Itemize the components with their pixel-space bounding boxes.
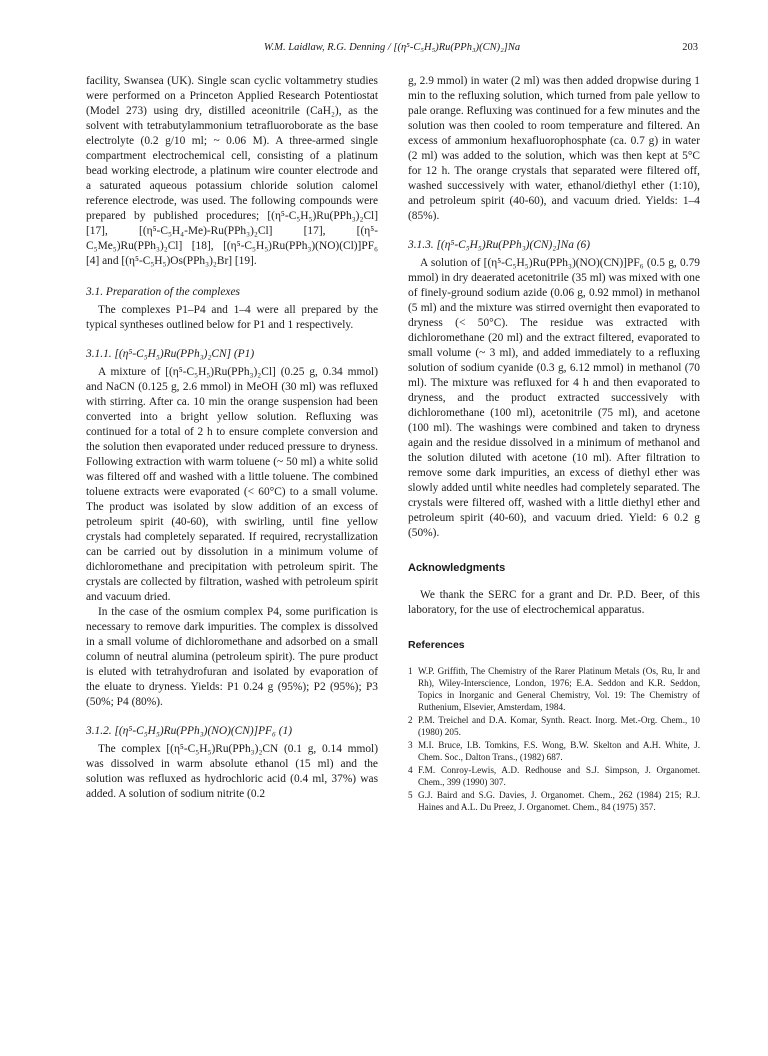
section-3-1-1-title: 3.1.1. [(η⁵-C₅H₅)Ru(PPh₃)₂CN] (P1) xyxy=(86,348,255,360)
section-3-1-3-paragraph: A solution of [(η⁵-C₅H₅)Ru(PPh₃)(NO)(CN)]PF₆ (0.5 g, 0.79 mmol) in dry deaerated acetonitrile (35 ml) was mixed with one of finely-ground sodium azide (0.06 g, 0.92 mmol) in methanol (5 ml) and the mixture was stirred overnight then evaporated to dryness (< 50°C). The residue was extracted with dichloromethane (20 ml) and the extract filtered, evaporated to small volume (~ 3 ml), and added immediately to a refluxing solution of sodium cyanide (0.3 g, 6.12 mmol) in methanol (70 ml). The mixture was refluxed for 4 h and then evaporated to dryness, and the product extracted successively with dichloromethane (100 ml), acetonitrile (75 ml), and acetone (100 ml). The washings were combined and taken to dryness again and the residue dissolved in a minimum of methanol and the solution diluted with acetone (10 ml). After filtration to remove some dark impurities, an excess of diethyl ether was slowly added until white needles had completely separated. The crystals were filtered off, washed with a little diethyl ether and petroleum spirit (40-60), and vacuum dried. Yield: 6 0.2 g (50%). xyxy=(408,257,700,539)
section-3-1-title: 3.1. Preparation of the complexes xyxy=(86,286,240,298)
reference-text: G.J. Baird and S.G. Davies, J. Organomet. Chem., 262 (1984) 215; R.J. Haines and A.L. Du Preez, J. Organomet. Chem., 84 (1975) 357. xyxy=(418,790,700,812)
intro-paragraph: facility, Swansea (UK). Single scan cyclic voltammetry studies were performed on a Princeton Applied Research Potentiostat (Model 273) using dry, distilled aceonitrile (CaH₂), as the solvent with tetrabutylammonium tetrafluoroborate as the base electrolyte (0.2 g/10 ml; ~ 0.06 M). A three-armed single compartment electrochemical cell, consisting of a platinum bead working electrode, a platinum wire counter electrode and a saturated aqueous potassium chloride solution calomel reference electrode, was used. The following compounds were prepared by published procedures; [(η⁵-C₅H₅)Ru(PPh₃)₂Cl] [17], [(η⁵-C₅H₄-Me)-Ru(PPh₃)₂Cl] [17], [(η⁵-C₅Me₅)Ru(PPh₃)₂Cl] [18], [(η⁵-C₅H₅)Ru(PPh₃)(NO)(Cl)]PF₆ [4] and [(η⁵-C₅H₅)Os(PPh₃)₂Br] [19]. xyxy=(86,75,378,267)
page-number: 203 xyxy=(682,42,698,53)
section-3-1-2-title: 3.1.2. [(η⁵-C₅H₅)Ru(PPh₃)(NO)(CN)]PF₆ (1) xyxy=(86,725,293,737)
reference-text: P.M. Treichel and D.A. Komar, Synth. React. Inorg. Met.-Org. Chem., 10 (1980) 205. xyxy=(418,715,700,737)
section-3-1-3-title: 3.1.3. [(η⁵-C₅H₅)Ru(PPh₃)(CN)₂]Na (6) xyxy=(408,239,591,251)
reference-item xyxy=(408,764,700,788)
references-title: References xyxy=(408,639,465,651)
section-3-1-paragraph: The complexes P1–P4 and 1–4 were all prepared by the typical syntheses outlined below for P1 and 1 respectively. xyxy=(86,304,378,331)
reference-text: M.I. Bruce, I.B. Tomkins, F.S. Wong, B.W. Skelton and A.H. White, J. Chem. Soc., Dalton Trans., (1982) 687. xyxy=(418,740,700,762)
continued-paragraph: g, 2.9 mmol) in water (2 ml) was then added dropwise during 1 min to the refluxing solution, which turned from pale yellow to pale orange. Refluxing was continued for a few minutes and the solution was then cooled to room temperature and filtered. An excess of ammonium hexafluorophosphate (ca. 0.7 g) in water (2 ml) was added to the solution, which was then kept at 5°C for 12 h. The orange crystals that separated were filtered off, washed successively with water, ethanol/diethyl ether (1:10), and petroleum spirit (40-60), and vacuum dried. Yields: 1–4 (85%). xyxy=(408,75,700,222)
reference-number: 2 xyxy=(408,715,413,725)
reference-text: W.P. Griffith, The Chemistry of the Rarer Platinum Metals (Os, Ru, Ir and Rh), Wiley-Interscience, London, 1976; E.A. Seddon and K.R. Seddon, Topics in Inorganic and General Chemistry, Vol. 19: The Chemistry of Ruthenium, Elsevier, Amsterdam, 1984. xyxy=(418,666,700,712)
reference-item xyxy=(408,789,700,813)
reference-number: 5 xyxy=(408,790,413,800)
reference-item xyxy=(408,665,700,713)
reference-item xyxy=(408,714,700,738)
left-column xyxy=(86,74,378,802)
section-3-1-1-paragraph-a: A mixture of [(η⁵-C₅H₅)Ru(PPh₃)₂Cl] (0.25 g, 0.34 mmol) and NaCN (0.125 g, 2.6 mmol) in MeOH (30 ml) was refluxed with stirring. After ca. 10 min the orange suspension had been converted into a bright yellow solution. Refluxing was continued for a total of 2 h to ensure complete conversion and the solution then evaporated under reduced pressure to dryness. Following extraction with warm toluene (~ 50 ml) a white solid was filtered off and washed with a little toluene. The combined toluene extracts were evaporated (< 60°C) to a small volume. The product was isolated by slow addition of an excess of petroleum spirit (40-60), with swirling, until fine yellow crystals had completely separated. If required, recrystallization can be carried out by dissolution in a minimum volume of dichloromethane and precipitation with petroleum spirit. The crystals are collected by filtration, washed with petroleum spirit and vacuum dried. xyxy=(86,366,378,603)
right-column xyxy=(408,74,700,814)
acknowledgments-text: We thank the SERC for a grant and Dr. P.D. Beer, of this laboratory, for the use of electrochemical apparatus. xyxy=(408,589,700,616)
running-title: W.M. Laidlaw, R.G. Denning / [(η⁵-C₅H₅)Ru(PPh₃)(CN)₂]Na xyxy=(263,42,521,53)
reference-item xyxy=(408,739,700,763)
reference-number: 4 xyxy=(408,765,413,775)
references-list xyxy=(408,665,700,813)
section-3-1-2-paragraph: The complex [(η⁵-C₅H₅)Ru(PPh₃)₂CN (0.1 g, 0.14 mmol) was dissolved in warm absolute ethanol (15 ml) and the solution was refluxed as hydrochloric acid (0.4 ml, 37%) was added. A solution of sodium nitrite (0.2 xyxy=(86,743,378,800)
acknowledgments-title: Acknowledgments xyxy=(408,562,506,574)
reference-text: F.M. Conroy-Lewis, A.D. Redhouse and S.J. Simpson, J. Organomet. Chem., 399 (1990) 307. xyxy=(418,765,700,787)
reference-number: 1 xyxy=(408,666,413,676)
reference-number: 3 xyxy=(408,740,413,750)
section-3-1-1-paragraph-b: In the case of the osmium complex P4, some purification is necessary to remove dark impurities. The complex is dissolved in a small volume of dichloromethane and adsorbed on a small column of neutral alumina (petroleum spirit). The pure product is eluted with tetrahydrofuran and isolated by evaporation of the eluate to dryness. Yields: P1 0.24 g (95%); P2 (95%); P3 (50%; P4 (80%). xyxy=(86,606,378,708)
running-header xyxy=(86,42,698,58)
